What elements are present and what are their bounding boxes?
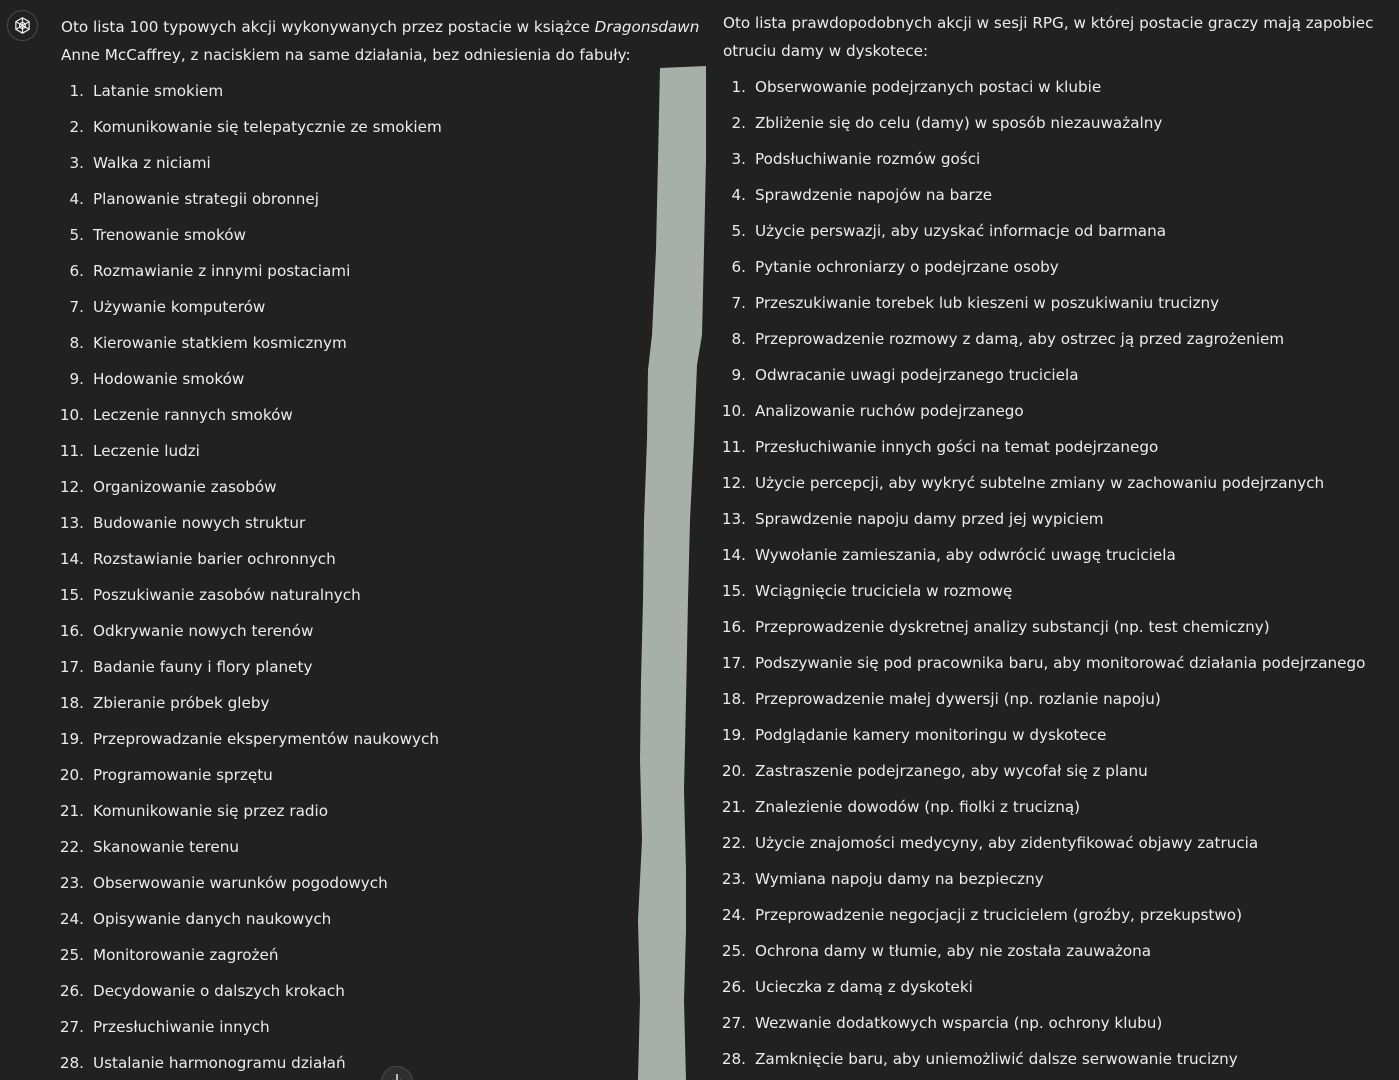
list-item-number: 28. — [721, 1050, 746, 1068]
list-item-text: Znalezienie dowodów (np. fiolki z trucizną) — [755, 798, 1081, 816]
list-item-number: 23. — [59, 874, 84, 892]
list-item-text: Walka z niciami — [93, 154, 211, 172]
list-item-number: 19. — [721, 726, 746, 744]
list-item-text: Podsłuchiwanie rozmów gości — [755, 150, 981, 168]
list-item-number: 12. — [721, 474, 746, 492]
left-intro-text — [61, 13, 709, 69]
list-item-number: 17. — [721, 654, 746, 672]
list-item-text: Użycie perswazji, aby uzyskać informacje od barmana — [755, 222, 1167, 240]
left-intro-prefix: Oto lista 100 typowych akcji wykonywanych przez postacie w książce — [61, 18, 595, 36]
list-item-number: 24. — [721, 906, 746, 924]
list-item-number: 14. — [721, 546, 746, 564]
assistant-avatar — [7, 10, 38, 41]
list-item-text: Ustalanie harmonogramu działań — [93, 1054, 346, 1072]
left-list-item — [54, 1045, 654, 1080]
left-list-item — [54, 721, 654, 757]
list-item-text: Użycie znajomości medycyny, aby zidentyfikować objawy zatrucia — [755, 834, 1259, 852]
left-list-item — [54, 577, 654, 613]
list-item-number: 2. — [731, 114, 746, 132]
right-list-item — [716, 321, 1399, 357]
list-item-number: 9. — [731, 366, 746, 384]
list-item-text: Wymiana napoju damy na bezpieczny — [755, 870, 1044, 888]
left-list-item — [54, 937, 654, 973]
right-list-item — [716, 357, 1399, 393]
left-list-item — [54, 109, 654, 145]
list-item-text: Użycie percepcji, aby wykryć subtelne zmiany w zachowaniu podejrzanych — [755, 474, 1325, 492]
list-item-number: 16. — [721, 618, 746, 636]
openai-logo-icon — [12, 15, 33, 36]
arrow-down-icon — [391, 1073, 403, 1080]
list-item-number: 13. — [721, 510, 746, 528]
list-item-text: Monitorowanie zagrożeń — [93, 946, 279, 964]
right-list-item — [716, 753, 1399, 789]
list-item-text: Zamknięcie baru, aby uniemożliwić dalsze serwowanie trucizny — [755, 1050, 1238, 1068]
list-item-text: Odkrywanie nowych terenów — [93, 622, 314, 640]
list-item-text: Obserwowanie warunków pogodowych — [93, 874, 388, 892]
right-intro-text: Oto lista prawdopodobnych akcji w sesji RPG, w której postacie graczy mają zapobiec otruciu damy w dyskotece: — [723, 14, 1374, 60]
left-list-item — [54, 649, 654, 685]
list-item-text: Kierowanie statkiem kosmicznym — [93, 334, 347, 352]
right-list-item — [716, 1005, 1399, 1041]
list-item-text: Leczenie rannych smoków — [93, 406, 293, 424]
right-list-item — [716, 897, 1399, 933]
list-item-number: 5. — [69, 226, 84, 244]
list-item-text: Przesłuchiwanie innych — [93, 1018, 270, 1036]
list-item-number: 10. — [59, 406, 84, 424]
list-item-number: 2. — [69, 118, 84, 136]
right-list-item — [716, 213, 1399, 249]
list-item-number: 26. — [59, 982, 84, 1000]
list-item-number: 19. — [59, 730, 84, 748]
list-item-number: 18. — [59, 694, 84, 712]
right-chat-message — [712, 0, 1399, 1080]
list-item-text: Analizowanie ruchów podejrzanego — [755, 402, 1024, 420]
left-list-item — [54, 865, 654, 901]
list-item-number: 14. — [59, 550, 84, 568]
list-item-text: Przeprowadzenie rozmowy z damą, aby ostrzec ją przed zagrożeniem — [755, 330, 1285, 348]
left-list-item — [54, 505, 654, 541]
list-item-number: 1. — [731, 78, 746, 96]
list-item-number: 10. — [721, 402, 746, 420]
list-item-number: 28. — [59, 1054, 84, 1072]
right-list-item — [716, 537, 1399, 573]
list-item-number: 11. — [721, 438, 746, 456]
list-item-text: Podglądanie kamery monitoringu w dyskotece — [755, 726, 1107, 744]
list-item-number: 16. — [59, 622, 84, 640]
list-item-text: Przesłuchiwanie innych gości na temat podejrzanego — [755, 438, 1159, 456]
list-item-text: Organizowanie zasobów — [93, 478, 277, 496]
left-list-item — [54, 361, 654, 397]
list-item-number: 23. — [721, 870, 746, 888]
list-item-text: Zbieranie próbek gleby — [93, 694, 270, 712]
left-list-item — [54, 613, 654, 649]
list-item-number: 5. — [731, 222, 746, 240]
list-item-text: Używanie komputerów — [93, 298, 266, 316]
list-item-text: Pytanie ochroniarzy o podejrzane osoby — [755, 258, 1059, 276]
list-item-text: Przeprowadzanie eksperymentów naukowych — [93, 730, 439, 748]
right-list-item — [716, 969, 1399, 1005]
left-list-item — [54, 541, 654, 577]
left-intro-suffix: Anne McCaffrey, z naciskiem na same działania, bez odniesienia do fabuły: — [61, 46, 631, 64]
list-item-text: Skanowanie terenu — [93, 838, 239, 856]
list-item-text: Przeprowadzenie małej dywersji (np. rozlanie napoju) — [755, 690, 1161, 708]
left-list-item — [54, 253, 654, 289]
list-item-number: 1. — [69, 82, 84, 100]
left-list-item — [54, 829, 654, 865]
list-item-text: Programowanie sprzętu — [93, 766, 273, 784]
list-item-number: 9. — [69, 370, 84, 388]
list-item-number: 13. — [59, 514, 84, 532]
list-item-text: Ucieczka z damą z dyskoteki — [755, 978, 973, 996]
list-item-text: Leczenie ludzi — [93, 442, 200, 460]
right-list-item — [716, 141, 1399, 177]
list-item-text: Zbliżenie się do celu (damy) w sposób niezauważalny — [755, 114, 1163, 132]
list-item-text: Zastraszenie podejrzanego, aby wycofał się z planu — [755, 762, 1148, 780]
list-item-number: 4. — [731, 186, 746, 204]
left-list-item — [54, 757, 654, 793]
right-list-item — [716, 249, 1399, 285]
list-item-number: 25. — [59, 946, 84, 964]
right-list-item — [716, 645, 1399, 681]
left-list-item — [54, 469, 654, 505]
list-item-text: Wezwanie dodatkowych wsparcia (np. ochrony klubu) — [755, 1014, 1163, 1032]
right-list-item — [716, 717, 1399, 753]
left-list-item — [54, 1009, 654, 1045]
book-title: Dragonsdawn — [594, 18, 700, 36]
right-list-item — [716, 393, 1399, 429]
right-list-item — [716, 465, 1399, 501]
left-list-item — [54, 973, 654, 1009]
list-item-text: Przeprowadzenie negocjacji z trucicielem (groźby, przekupstwo) — [755, 906, 1243, 924]
list-item-text: Wciągnięcie truciciela w rozmowę — [755, 582, 1013, 600]
right-list-item — [716, 789, 1399, 825]
right-list-item — [716, 609, 1399, 645]
left-list-item — [54, 433, 654, 469]
list-item-text: Odwracanie uwagi podejrzanego truciciela — [755, 366, 1079, 384]
left-list-item — [54, 397, 654, 433]
list-item-text: Obserwowanie podejrzanych postaci w klubie — [755, 78, 1102, 96]
list-item-number: 25. — [721, 942, 746, 960]
list-item-text: Decydowanie o dalszych krokach — [93, 982, 345, 1000]
list-item-text: Rozstawianie barier ochronnych — [93, 550, 336, 568]
left-list-item — [54, 289, 654, 325]
list-item-number: 7. — [69, 298, 84, 316]
list-item-number: 22. — [59, 838, 84, 856]
right-list-item — [716, 933, 1399, 969]
list-item-number: 12. — [59, 478, 84, 496]
right-list-item — [716, 501, 1399, 537]
list-item-text: Ochrona damy w tłumie, aby nie została zauważona — [755, 942, 1152, 960]
list-item-number: 20. — [59, 766, 84, 784]
list-item-number: 22. — [721, 834, 746, 852]
list-item-text: Latanie smokiem — [93, 82, 224, 100]
list-item-number: 7. — [731, 294, 746, 312]
list-item-text: Hodowanie smoków — [93, 370, 245, 388]
left-action-list — [54, 73, 654, 1080]
list-item-number: 24. — [59, 910, 84, 928]
left-list-item — [54, 181, 654, 217]
list-item-number: 8. — [69, 334, 84, 352]
list-item-text: Podszywanie się pod pracownika baru, aby monitorować działania podejrzanego — [755, 654, 1366, 672]
right-list-item — [716, 69, 1399, 105]
list-item-text: Poszukiwanie zasobów naturalnych — [93, 586, 361, 604]
list-item-text: Planowanie strategii obronnej — [93, 190, 319, 208]
list-item-text: Budowanie nowych struktur — [93, 514, 306, 532]
list-item-number: 21. — [59, 802, 84, 820]
list-item-number: 17. — [59, 658, 84, 676]
list-item-number: 8. — [731, 330, 746, 348]
left-list-item — [54, 217, 654, 253]
right-list-item — [716, 825, 1399, 861]
list-item-number: 27. — [721, 1014, 746, 1032]
list-item-number: 4. — [69, 190, 84, 208]
right-list-item — [716, 573, 1399, 609]
list-item-text: Badanie fauny i flory planety — [93, 658, 313, 676]
list-item-number: 20. — [721, 762, 746, 780]
list-item-number: 3. — [731, 150, 746, 168]
right-list-item — [716, 861, 1399, 897]
left-list-item — [54, 793, 654, 829]
right-list-item — [716, 429, 1399, 465]
list-item-text: Przeprowadzenie dyskretnej analizy substancji (np. test chemiczny) — [755, 618, 1270, 636]
list-item-number: 15. — [721, 582, 746, 600]
list-item-number: 21. — [721, 798, 746, 816]
left-list-item — [54, 145, 654, 181]
list-item-number: 3. — [69, 154, 84, 172]
list-item-text: Sprawdzenie napojów na barze — [755, 186, 993, 204]
list-item-text: Sprawdzenie napoju damy przed jej wypiciem — [755, 510, 1104, 528]
list-item-number: 6. — [69, 262, 84, 280]
right-list-item — [716, 1041, 1399, 1077]
list-item-text: Opisywanie danych naukowych — [93, 910, 332, 928]
list-item-number: 6. — [731, 258, 746, 276]
list-item-text: Komunikowanie się przez radio — [93, 802, 329, 820]
left-list-item — [54, 901, 654, 937]
left-list-item — [54, 685, 654, 721]
list-item-number: 11. — [59, 442, 84, 460]
right-list-item — [716, 105, 1399, 141]
list-item-text: Wywołanie zamieszania, aby odwrócić uwagę truciciela — [755, 546, 1176, 564]
list-item-number: 18. — [721, 690, 746, 708]
list-item-number: 15. — [59, 586, 84, 604]
list-item-text: Trenowanie smoków — [93, 226, 246, 244]
list-item-text: Rozmawianie z innymi postaciami — [93, 262, 351, 280]
right-list-item — [716, 285, 1399, 321]
right-list-item — [716, 177, 1399, 213]
right-list-item — [716, 681, 1399, 717]
list-item-text: Komunikowanie się telepatycznie ze smokiem — [93, 118, 442, 136]
list-item-text: Przeszukiwanie torebek lub kieszeni w poszukiwaniu trucizny — [755, 294, 1220, 312]
right-action-list — [716, 69, 1399, 1077]
list-item-number: 26. — [721, 978, 746, 996]
list-item-number: 27. — [59, 1018, 84, 1036]
left-list-item — [54, 73, 654, 109]
left-list-item — [54, 325, 654, 361]
